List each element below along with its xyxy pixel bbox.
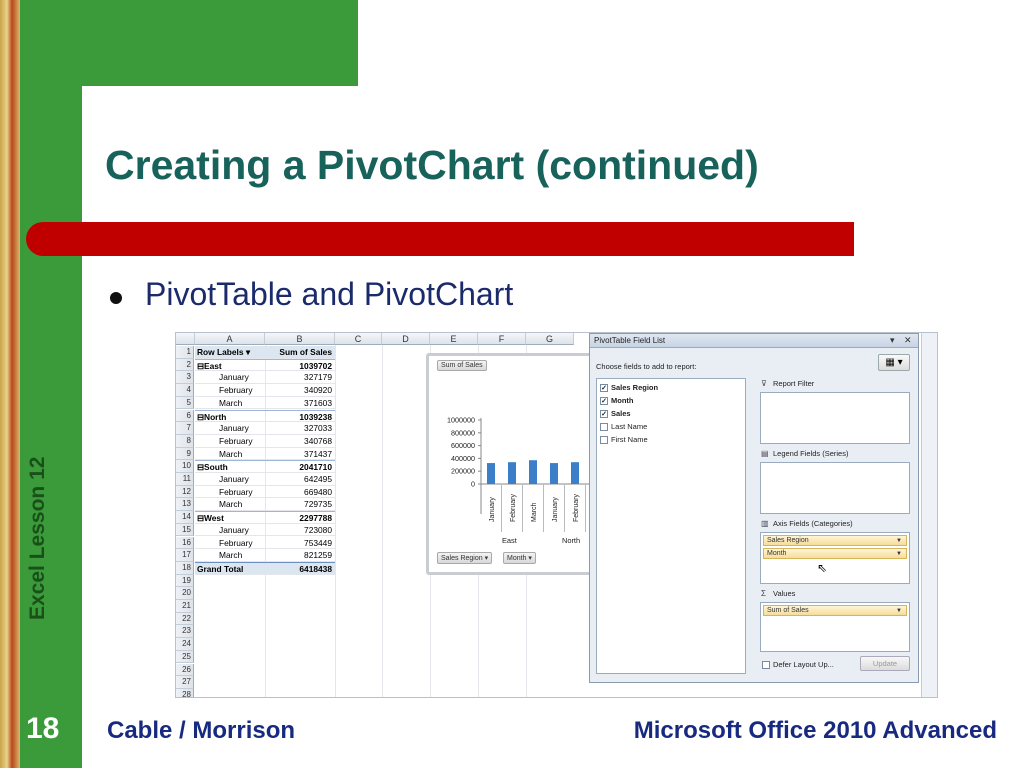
row-header[interactable]: 20: [176, 587, 194, 600]
row-header[interactable]: 19: [176, 575, 194, 588]
cell-sum-value[interactable]: 1039238: [265, 410, 335, 423]
side-label: [26, 580, 50, 620]
cell-sum-value[interactable]: 327179: [265, 371, 335, 384]
axis-field-month[interactable]: [763, 548, 907, 559]
y-tick-label: 0: [471, 479, 475, 489]
grid-line: [335, 345, 336, 698]
legend-fields-label: [761, 449, 848, 458]
chart-bar[interactable]: [550, 463, 558, 484]
cell-row-label[interactable]: ⊟West: [195, 511, 265, 524]
values-text: Values: [773, 589, 796, 598]
defer-layout-checkbox[interactable]: [762, 660, 834, 669]
filter-icon: ⊽: [761, 379, 767, 388]
legend-icon: ▤: [761, 449, 769, 458]
x-category-label: January: [489, 497, 496, 522]
decorative-strip: [0, 0, 20, 768]
row-header[interactable]: 3: [176, 371, 194, 384]
row-header[interactable]: 10: [176, 460, 194, 473]
vertical-scrollbar[interactable]: [921, 333, 938, 698]
cell-row-label[interactable]: February: [195, 486, 265, 499]
field-checkbox-item[interactable]: [600, 422, 647, 431]
cell-row-label[interactable]: February: [195, 537, 265, 550]
checkbox-icon: [600, 436, 608, 444]
cell-row-label[interactable]: ⊟North: [195, 410, 265, 423]
cell-row-label[interactable]: Row Labels ▾: [195, 346, 265, 359]
month-axis-button[interactable]: Month ▾: [503, 552, 536, 564]
chart-bar[interactable]: [487, 463, 495, 484]
cell-sum-value[interactable]: 753449: [265, 537, 335, 550]
row-header[interactable]: 16: [176, 537, 194, 550]
chevron-down-icon[interactable]: ▾: [890, 335, 895, 345]
row-header[interactable]: 12: [176, 486, 194, 499]
chevron-down-icon[interactable]: ▼: [896, 608, 902, 614]
green-top-block: [20, 0, 358, 86]
row-header[interactable]: 25: [176, 651, 194, 664]
checkbox-icon: ✓: [601, 385, 607, 393]
legend-fields-text: Legend Fields (Series): [773, 449, 849, 458]
axis-fields-label: [761, 519, 853, 528]
choose-fields-label: Choose fields to add to report:: [596, 362, 697, 371]
field-label: Sales Region: [611, 383, 659, 392]
layout-icon: ▦: [885, 357, 895, 368]
values-field-button[interactable]: Sum of Sales: [437, 360, 487, 371]
pivot-chart[interactable]: [426, 353, 596, 575]
cell-sum-value[interactable]: 723080: [265, 524, 335, 537]
cell-sum-value[interactable]: 821259: [265, 549, 335, 562]
cell-sum-value[interactable]: 2297788: [265, 511, 335, 524]
cell-sum-value[interactable]: 340920: [265, 384, 335, 397]
checkbox-icon: [762, 661, 770, 669]
axis-field-sales-region[interactable]: [763, 535, 907, 546]
cell-sum-value[interactable]: 669480: [265, 486, 335, 499]
y-tick-label: 600000: [451, 441, 475, 451]
row-header[interactable]: 4: [176, 384, 194, 397]
row-header[interactable]: 23: [176, 625, 194, 638]
checkbox-icon: [600, 423, 608, 431]
slide-number: 18: [26, 712, 60, 745]
row-header[interactable]: 28: [176, 689, 194, 698]
row-header[interactable]: 2: [176, 359, 194, 372]
cell-row-label[interactable]: March: [195, 448, 265, 461]
axis-icon: ▥: [761, 519, 769, 528]
cell-row-label[interactable]: Grand Total: [195, 562, 265, 575]
footer-course: Microsoft Office 2010 Advanced: [633, 717, 997, 744]
cell-sum-value[interactable]: Sum of Sales: [265, 346, 335, 359]
cell-row-label[interactable]: March: [195, 498, 265, 511]
field-list-title: PivotTable Field List: [590, 334, 918, 348]
chart-bar[interactable]: [529, 460, 537, 484]
row-header[interactable]: 8: [176, 435, 194, 448]
cell-sum-value[interactable]: 6418438: [265, 562, 335, 575]
group-label-east: East: [502, 536, 517, 545]
cell-sum-value[interactable]: 2041710: [265, 460, 335, 473]
column-header[interactable]: E: [430, 333, 478, 345]
pane-splitter[interactable]: [754, 374, 758, 674]
y-tick-label: 800000: [451, 428, 475, 438]
select-all-corner[interactable]: [176, 333, 195, 345]
group-label-north: North: [562, 536, 581, 545]
chevron-down-icon[interactable]: ▼: [896, 538, 902, 544]
values-area[interactable]: [760, 602, 910, 652]
column-header[interactable]: D: [382, 333, 430, 345]
mouse-cursor-icon: ⇖: [817, 561, 828, 575]
cell-row-label[interactable]: January: [195, 524, 265, 537]
row-header[interactable]: 15: [176, 524, 194, 537]
sales-region-axis-button[interactable]: Sales Region ▾: [437, 552, 492, 564]
x-category-label: March: [531, 502, 538, 522]
bullet-dot-icon: [110, 292, 122, 304]
chart-bar[interactable]: [571, 462, 579, 484]
cell-row-label[interactable]: February: [195, 435, 265, 448]
close-icon[interactable]: ✕: [904, 335, 912, 345]
row-header[interactable]: 17: [176, 549, 194, 562]
row-header[interactable]: 14: [176, 511, 194, 524]
cell-sum-value[interactable]: 1039702: [265, 359, 335, 372]
title-underline-bar: [26, 222, 854, 256]
cell-row-label[interactable]: ⊟East: [195, 359, 265, 372]
row-header[interactable]: 18: [176, 562, 194, 575]
row-header[interactable]: 1: [176, 346, 194, 359]
row-header[interactable]: 13: [176, 498, 194, 511]
field-list-layout-button[interactable]: ▦ ▾: [878, 354, 910, 371]
cell-row-label[interactable]: January: [195, 371, 265, 384]
row-header[interactable]: 9: [176, 448, 194, 461]
cell-row-label[interactable]: January: [195, 473, 265, 486]
chart-bar[interactable]: [508, 462, 516, 484]
row-header[interactable]: 5: [176, 397, 194, 410]
column-header[interactable]: B: [265, 333, 335, 345]
cell-sum-value[interactable]: 371603: [265, 397, 335, 410]
axis-fields-text: Axis Fields (Categories): [773, 519, 853, 528]
y-tick-label: 400000: [451, 453, 475, 463]
axis-fields-area[interactable]: [760, 532, 910, 584]
defer-layout-label: Defer Layout Up...: [773, 660, 834, 669]
field-checkbox-item[interactable]: [600, 435, 648, 444]
grid-line: [382, 345, 383, 698]
cell-row-label[interactable]: January: [195, 422, 265, 435]
y-tick-label: 200000: [451, 466, 475, 476]
legend-fields-area[interactable]: [760, 462, 910, 514]
field-label: Sales: [611, 409, 631, 418]
values-label: [761, 589, 795, 598]
row-header[interactable]: 6: [176, 410, 194, 423]
report-filter-area[interactable]: [760, 392, 910, 444]
field-checklist: [596, 378, 746, 674]
x-category-label: February: [573, 493, 580, 522]
field-checkbox-item[interactable]: [600, 383, 658, 392]
cell-row-label[interactable]: ⊟South: [195, 460, 265, 473]
update-button[interactable]: Update: [860, 656, 910, 671]
chevron-down-icon[interactable]: ▼: [896, 551, 902, 557]
row-header[interactable]: 27: [176, 676, 194, 689]
column-header[interactable]: F: [478, 333, 526, 345]
values-field-sum-of-sales[interactable]: [763, 605, 907, 616]
cell-sum-value[interactable]: 729735: [265, 498, 335, 511]
row-header[interactable]: 24: [176, 638, 194, 651]
cell-sum-value[interactable]: 327033: [265, 422, 335, 435]
row-header[interactable]: 21: [176, 600, 194, 613]
slide-title: Creating a PivotChart (continued): [105, 142, 759, 188]
footer-authors: Cable / Morrison: [107, 717, 296, 744]
column-header[interactable]: G: [526, 333, 574, 345]
row-header[interactable]: 26: [176, 664, 194, 677]
checkbox-icon: ✓: [601, 398, 607, 406]
y-tick-label: 1000000: [447, 415, 475, 425]
column-header[interactable]: A: [195, 333, 265, 345]
sigma-icon: Σ: [761, 589, 766, 598]
cell-sum-value[interactable]: 642495: [265, 473, 335, 486]
excel-screenshot: [175, 332, 938, 698]
cell-row-label[interactable]: February: [195, 384, 265, 397]
x-category-label: February: [510, 493, 517, 522]
month-chip-label: Month: [507, 555, 527, 562]
sales-region-chip-label: Sales Region: [441, 555, 483, 562]
field-label: Month: [611, 396, 634, 405]
cell-sum-value[interactable]: 371437: [265, 448, 335, 461]
field-label: First Name: [611, 435, 648, 444]
cell-row-label[interactable]: March: [195, 549, 265, 562]
axis-field-label: Month: [767, 550, 787, 557]
field-checkbox-item[interactable]: [600, 409, 631, 418]
field-checkbox-item[interactable]: [600, 396, 634, 405]
row-header[interactable]: 11: [176, 473, 194, 486]
column-header[interactable]: C: [335, 333, 382, 345]
row-header[interactable]: 7: [176, 422, 194, 435]
axis-field-label: Sales Region: [767, 537, 809, 544]
report-filter-label: [761, 379, 814, 388]
cell-row-label[interactable]: March: [195, 397, 265, 410]
green-side-bar: [20, 0, 82, 768]
checkbox-icon: ✓: [601, 411, 607, 419]
report-filter-text: Report Filter: [773, 379, 815, 388]
cell-sum-value[interactable]: 340768: [265, 435, 335, 448]
x-category-label: January: [552, 497, 559, 522]
bullet-text: PivotTable and PivotChart: [145, 276, 514, 312]
row-header[interactable]: 22: [176, 613, 194, 626]
field-label: Last Name: [611, 422, 648, 431]
pivottable-field-list: [589, 333, 919, 683]
values-field-label: Sum of Sales: [767, 607, 809, 614]
